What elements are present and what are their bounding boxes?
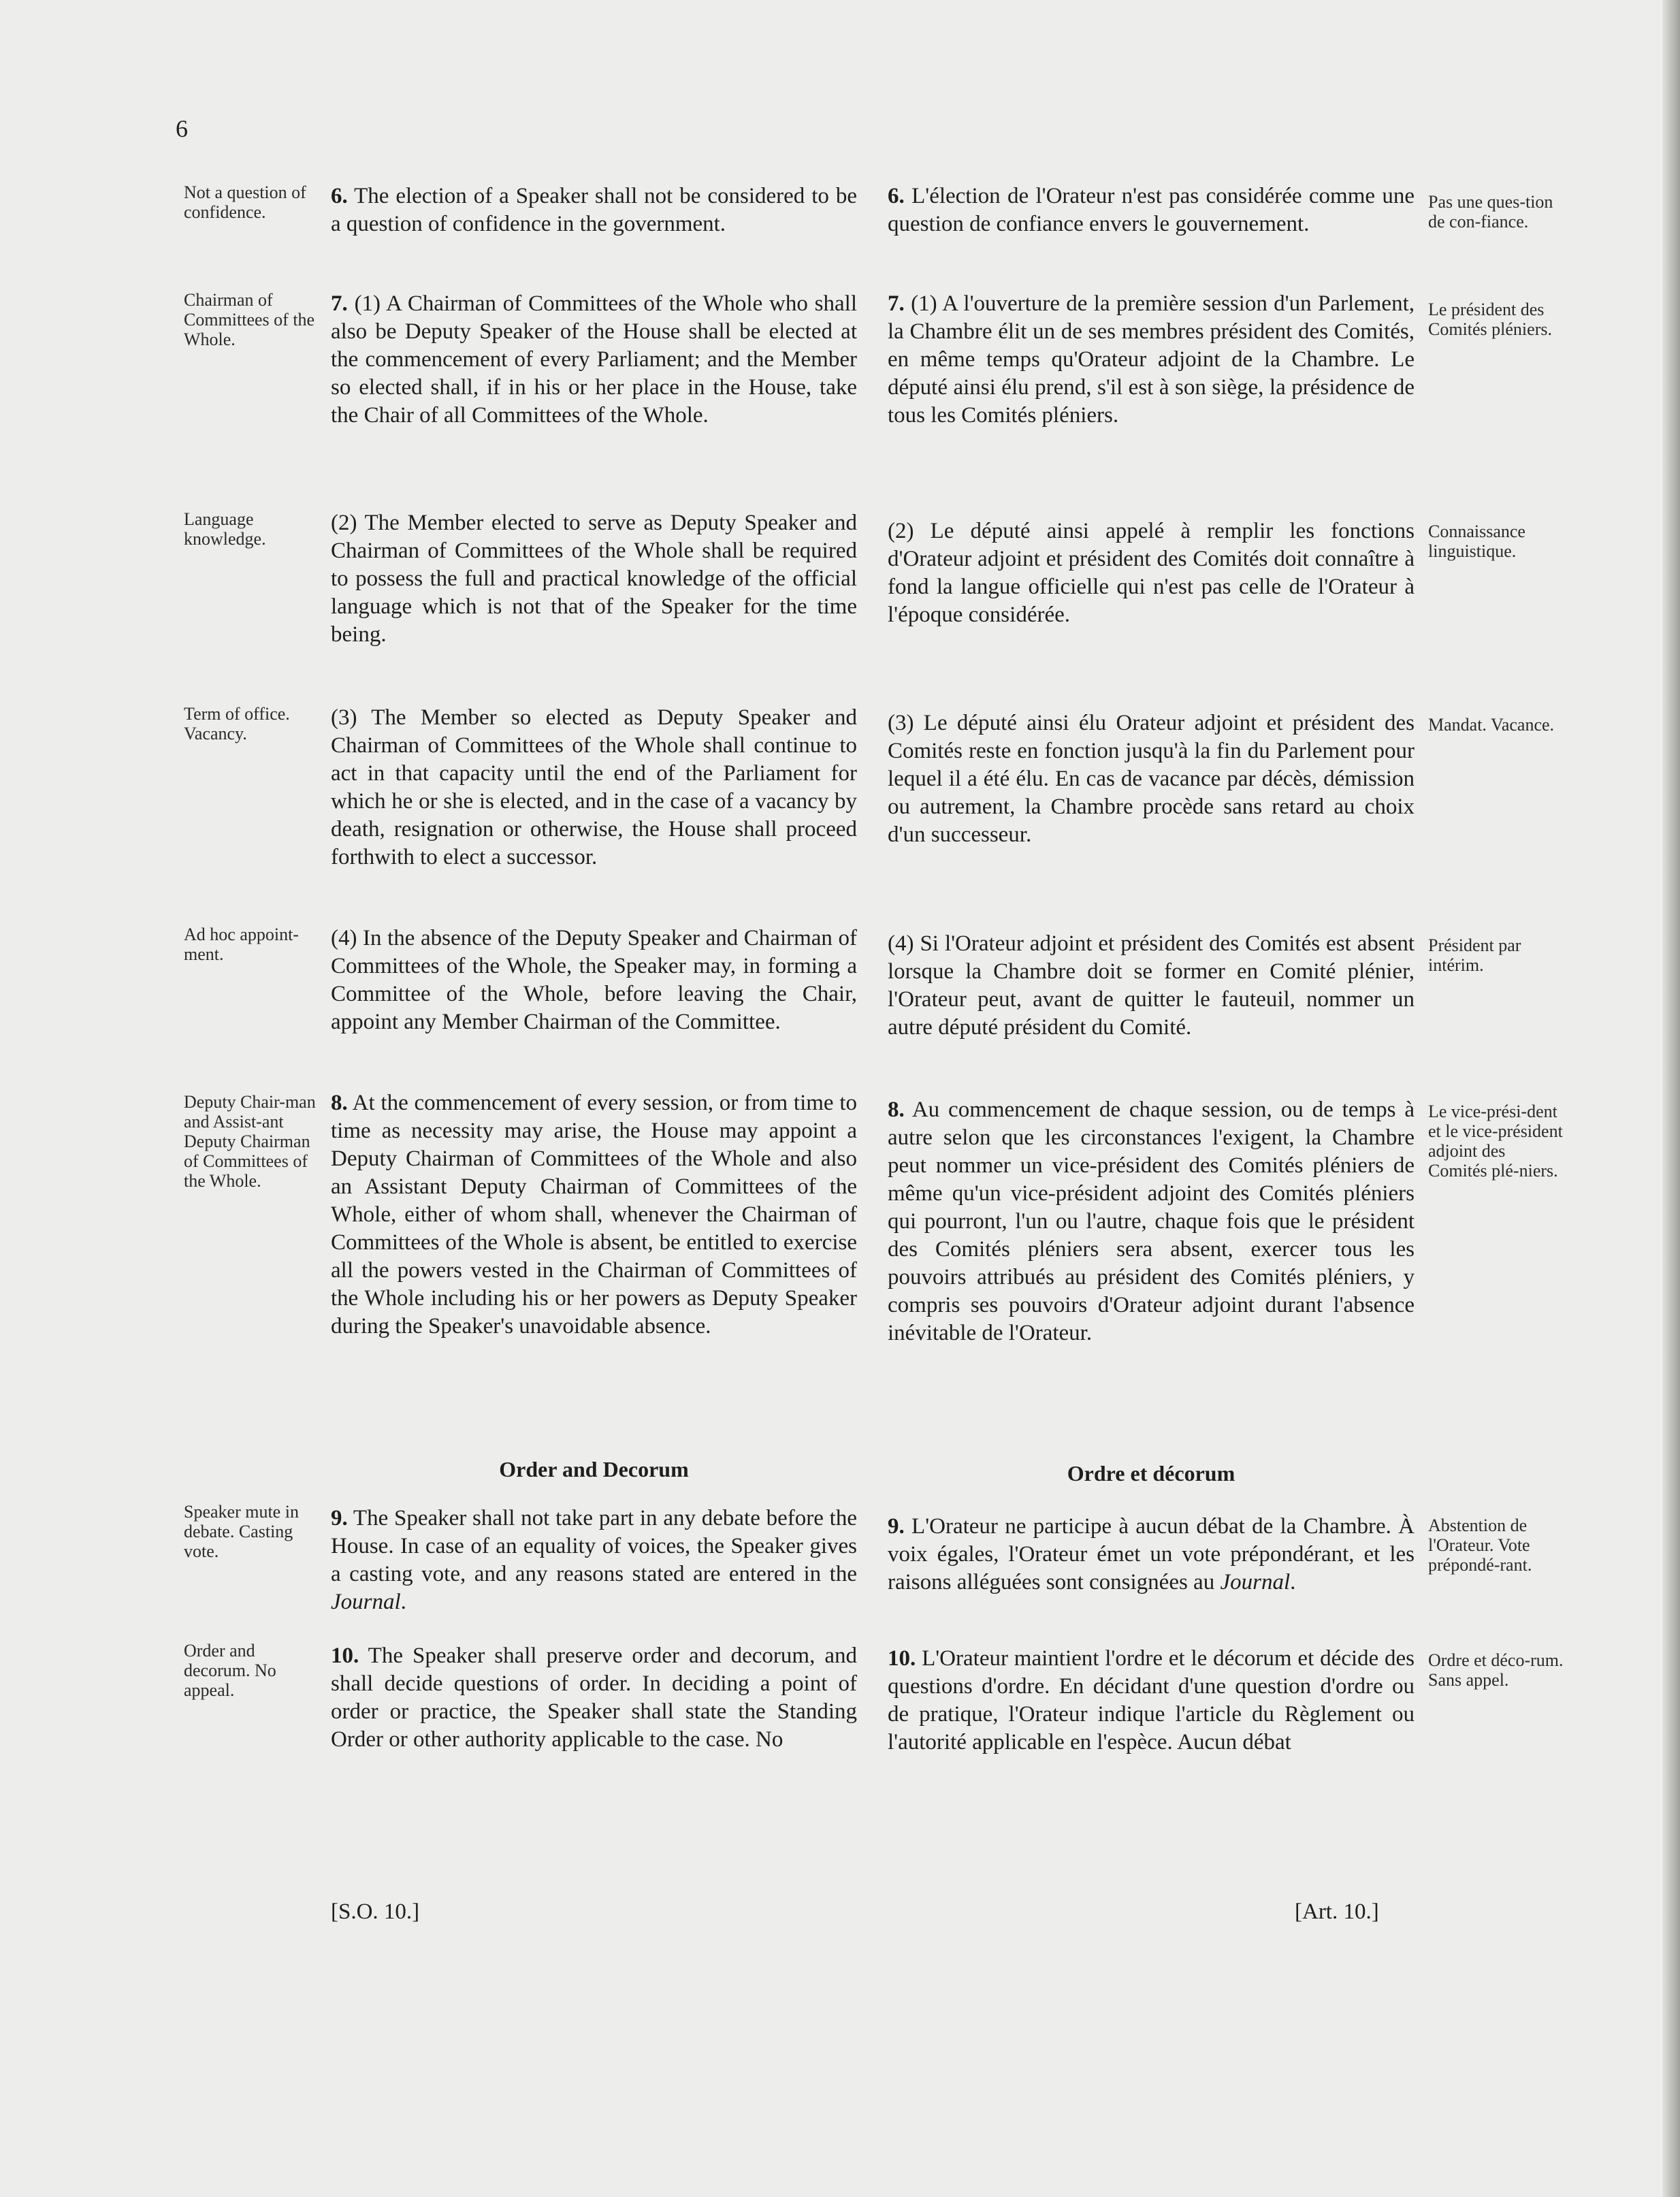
section-text: (4) In the absence of the Deputy Speaker and Chairman of Committees of the Whole, the Speaker may, in forming a Committee of the Whole, before leaving the Chair, appoint any Member Chairman of the Committee.	[331, 926, 857, 1034]
section-number: 10.	[888, 1646, 916, 1671]
section-text: (2) Le député ainsi appelé à remplir les fonctions d'Orateur adjoint et président des Comités doit connaître à fond la langue officielle qui n'est pas celle de l'Orateur à l'époque considérée.	[888, 519, 1415, 627]
english-section-8	[331, 1089, 857, 1341]
section-text: Au commencement de chaque session, ou de temps à autre selon que les circonstances l'exigent, la Chambre peut nommer un vice-président des Comités pléniers de même qu'un vice-président adjoint des Comités pléniers qui pourront, l'un ou l'autre, chaque fois que le président des Comités pléniers sera absent, exercer tous les pouvoirs attribués au président des Comités pléniers, y compris ses pouvoirs d'Orateur adjoint durant l'absence inévitable de l'Orateur.	[888, 1097, 1415, 1345]
english-section-7-4	[331, 925, 857, 1036]
english-section-10	[331, 1642, 857, 1754]
page-number: 6	[176, 115, 188, 142]
margin-note-left-7: Speaker mute in debate. Casting vote.	[184, 1502, 299, 1561]
margin-note-left-6: Deputy Chair-man and Assist-ant Deputy Chairman of Committees of the Whole.	[184, 1092, 316, 1191]
section-number: 7.	[331, 291, 348, 316]
section-number: 8.	[331, 1091, 348, 1115]
section-text: The Speaker shall not take part in any debate before the House. In case of an equality of voices, the Speaker gives a casting vote, and any reasons stated are entered in the	[331, 1506, 857, 1586]
english-section-6	[331, 182, 857, 238]
footer-article-ref: [Art. 10.]	[1295, 1899, 1379, 1924]
section-text: The election of a Speaker shall not be considered to be a question of confidence in the government.	[331, 184, 857, 236]
margin-note-left-4: Term of office. Vacancy.	[184, 704, 290, 743]
margin-note-right-6: Le vice-prési-dent et le vice-président adjoint des Comités plé-niers.	[1428, 1102, 1563, 1181]
section-text: (4) Si l'Orateur adjoint et président des Comités est absent lorsque la Chambre doit se former en Comité plénier, l'Orateur peut, avant de quitter le fauteuil, nommer un autre député président du Comité.	[888, 931, 1415, 1040]
margin-note-left-8: Order and decorum. No appeal.	[184, 1641, 276, 1700]
margin-note-right-4: Mandat. Vacance.	[1428, 715, 1555, 735]
french-heading: Ordre et décorum	[1067, 1461, 1235, 1486]
section-text: At the commencement of every session, or from time to time as necessity may arise, the House may appoint a Deputy Chairman of Committees of the Whole and also an Assistant Deputy Chairman of Committees of the Whole, either of whom shall, whenever the Chairman of Committees of the Whole is absent, be entitled to exercise all the powers vested in the Chairman of Committees of the Whole including his or her powers as Deputy Speaker during the Speaker's unavoidable absence.	[331, 1091, 857, 1338]
margin-note-left-5: Ad hoc appoint-ment.	[184, 925, 299, 964]
french-section-6	[888, 182, 1415, 238]
section-number: 7.	[888, 291, 905, 316]
section-number: 6.	[888, 184, 905, 208]
section-text: (2) The Member elected to serve as Deputy Speaker and Chairman of Committees of the Whole shall be required to possess the full and practical knowledge of the official language which is not that of the Speaker for the time being.	[331, 511, 857, 647]
margin-note-right-8: Ordre et déco-rum. Sans appel.	[1428, 1650, 1564, 1690]
french-section-7-1	[888, 290, 1415, 430]
section-number: 9.	[331, 1506, 348, 1530]
french-section-7-4	[888, 930, 1415, 1042]
section-text: (3) Le député ainsi élu Orateur adjoint et président des Comités reste en fonction jusqu'à la fin du Parlement pour lequel il a été élu. En cas de vacance par décès, démission ou autrement, la Chambre procède sans retard au choix d'un successeur.	[888, 711, 1415, 847]
margin-note-left-3: Language knowledge.	[184, 509, 266, 549]
section-number: 9.	[888, 1514, 905, 1539]
margin-note-right-1: Pas une ques-tion de con-fiance.	[1428, 192, 1553, 231]
french-section-7-2	[888, 517, 1415, 629]
english-section-7-2	[331, 509, 857, 649]
section-text: L'Orateur ne participe à aucun débat de la Chambre. À voix égales, l'Orateur émet un vote prépondérant, et les raisons alléguées sont consignées au	[888, 1514, 1415, 1594]
english-section-7-1	[331, 290, 857, 430]
section-text: (3) The Member so elected as Deputy Speaker and Chairman of Committees of the Whole shall continue to act in that capacity until the end of the Parliament for which he or she is elected, and in the case of a vacancy by death, resignation or otherwise, the House shall proceed forthwith to elect a successor.	[331, 705, 857, 869]
french-section-7-3	[888, 709, 1415, 849]
french-section-10	[888, 1645, 1415, 1757]
french-section-9: 9. L'Orateur ne participe à aucun débat de la Chambre. À voix égales, l'Orateur émet un vote prépondérant, et les raisons alléguées sont consignées au Journal.	[888, 1514, 1415, 1594]
margin-note-left-2: Chairman of Committees of the Whole.	[184, 290, 315, 349]
english-heading: Order and Decorum	[499, 1457, 689, 1481]
section-number: 8.	[888, 1097, 905, 1122]
section-text: L'Orateur maintient l'ordre et le décorum et décide des questions d'ordre. En décidant d'une question d'ordre ou de pratique, l'Orateur indique l'article du Règlement ou l'autorité applicable en l'espèce. Aucun débat	[888, 1646, 1415, 1754]
section-number: 6.	[331, 184, 348, 208]
page-edge-shadow	[1662, 0, 1680, 2197]
section-text: (1) A Chairman of Committees of the Whole who shall also be Deputy Speaker of the House shall be elected at the commencement of every Parliament; and the Member so elected shall, if in his or her place in the House, take the Chair of all Committees of the Whole.	[331, 291, 857, 428]
journal-italic: Journal	[331, 1590, 401, 1614]
footer-standing-order-ref: [S.O. 10.]	[331, 1899, 420, 1924]
margin-note-right-3: Connaissance linguistique.	[1428, 522, 1525, 561]
journal-italic: Journal	[1220, 1570, 1291, 1594]
margin-note-left-1: Not a question of confidence.	[184, 182, 306, 222]
margin-note-right-5: Président par intérim.	[1428, 935, 1521, 975]
margin-note-right-2: Le président des Comités pléniers.	[1428, 300, 1552, 339]
section-text: (1) A l'ouverture de la première session d'un Parlement, la Chambre élit un de ses membres président des Comités, en même temps qu'Orateur adjoint de la Chambre. Le député ainsi élu prend, s'il est à son siège, la présidence de tous les Comités pléniers.	[888, 291, 1415, 428]
margin-note-right-7: Abstention de l'Orateur. Vote prépondé-rant.	[1428, 1516, 1532, 1575]
section-text: L'élection de l'Orateur n'est pas considérée comme une question de confiance envers le gouvernement.	[888, 184, 1415, 236]
section-number: 10.	[331, 1643, 359, 1668]
section-text: The Speaker shall preserve order and decorum, and shall decide questions of order. In deciding a point of order or practice, the Speaker shall state the Standing Order or other authority applicable to the case. No	[331, 1643, 857, 1752]
english-section-9: 9. The Speaker shall not take part in any debate before the House. In case of an equality of voices, the Speaker gives a casting vote, and any reasons stated are entered in the Journal.	[331, 1506, 857, 1614]
english-section-7-3	[331, 704, 857, 871]
french-section-8	[888, 1096, 1415, 1347]
